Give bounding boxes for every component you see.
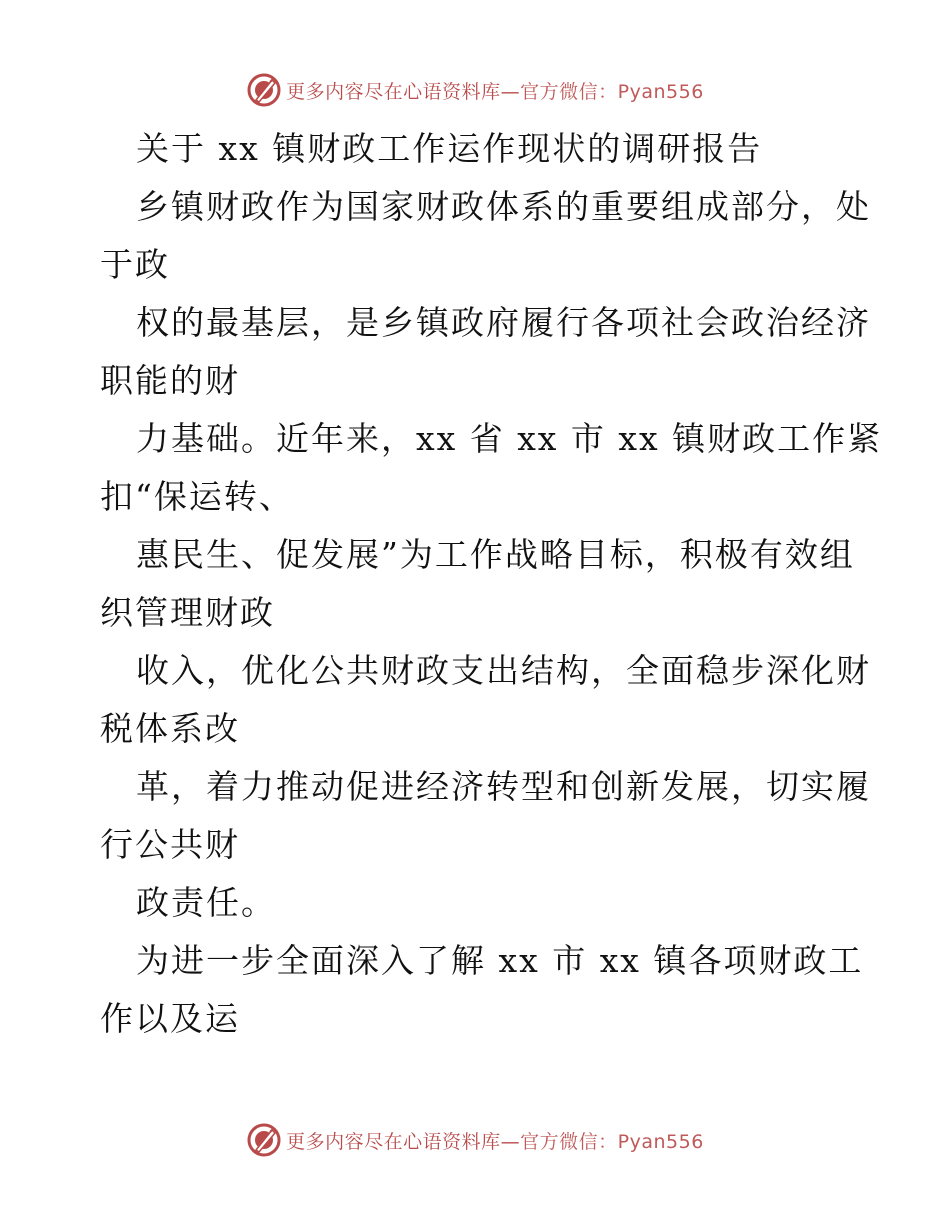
text-line: 为进一步全面深入了解 xx 市 xx 镇各项财政工 — [136, 941, 864, 980]
banner-text — [286, 1127, 704, 1154]
text-line: 于政 — [100, 245, 170, 284]
text-line: 乡镇财政作为国家财政体系的重要组成部分，处 — [136, 187, 871, 226]
banner-separator: — — [500, 80, 521, 103]
banner-text — [286, 77, 704, 104]
text-line: 关于 xx 镇财政工作运作现状的调研报告 — [136, 129, 763, 168]
quill-logo-icon — [246, 1122, 282, 1158]
text-line: 织管理财政 — [100, 593, 275, 632]
text-line: 作以及运 — [100, 999, 240, 1038]
text-line: 收入，优化公共财政支出结构，全面稳步深化财 — [136, 651, 871, 690]
footer-banner — [0, 1120, 950, 1160]
header-banner — [0, 70, 950, 110]
banner-separator: — — [500, 1130, 521, 1153]
text-line: 革，着力推动促进经济转型和创新发展，切实履 — [136, 767, 871, 806]
text-line: 职能的财 — [100, 361, 240, 400]
banner-wechat-text: 官方微信：Pyan556 — [520, 80, 704, 103]
text-line: 行公共财 — [100, 825, 240, 864]
text-line: 惠民生、促发展”为工作战略目标，积极有效组 — [136, 535, 855, 574]
text-line: 力基础。近年来，xx 省 xx 市 xx 镇财政工作紧 — [136, 419, 883, 458]
document-body — [100, 120, 883, 1048]
quill-logo-icon — [246, 72, 282, 108]
text-line: 权的最基层，是乡镇政府履行各项社会政治经济 — [136, 303, 871, 342]
text-line: 政责任。 — [136, 883, 276, 922]
banner-site-text: 更多内容尽在心语资料库 — [286, 80, 501, 103]
banner-site-text: 更多内容尽在心语资料库 — [286, 1130, 501, 1153]
text-line: 扣“保运转、 — [100, 477, 294, 516]
text-line: 税体系改 — [100, 709, 240, 748]
banner-wechat-text: 官方微信：Pyan556 — [520, 1130, 704, 1153]
